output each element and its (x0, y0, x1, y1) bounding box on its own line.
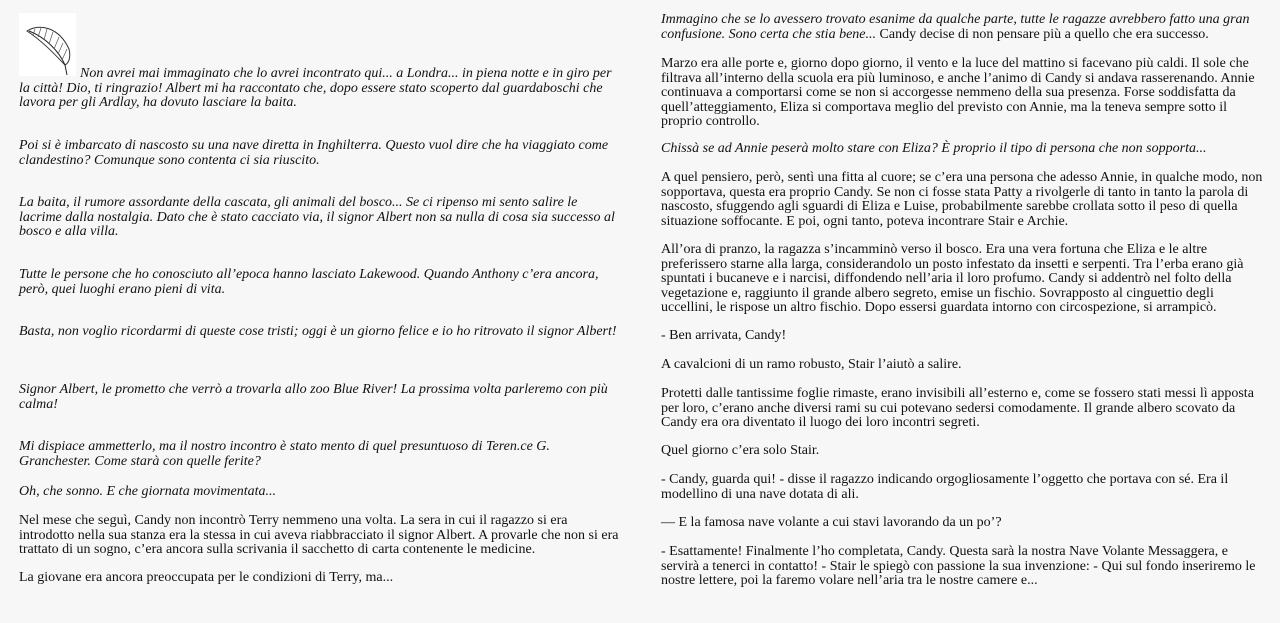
diary-paragraph: La baita, il rumore assordante della cascata, gli animali del bosco... Se ci ripenso mi sento salire le lacrime dalla nostalgia. Dato che è stato cacciato via, il signor Albert non sa nulla di cosa sia successo al bosco e alla villa. (19, 195, 615, 239)
narrative-paragraph: Nel mese che seguì, Candy non incontrò Terry nemmeno una volta. La sera in cui il ragazzo si era introdotto nella sua stanza era la stessa in cui aveva riabbracciato il signor Albert. A provarle che non si era trattato di un sogno, c’era ancora sulla scrivania il sacchetto di carta contenente le medicine. (19, 513, 619, 557)
narrative-paragraph: A quel pensiero, però, sentì una fitta al cuore; se c’era una persona che adesso Annie, in qualche modo, non sopportava, questa era proprio Candy. Se non ci fosse stata Patty a rivolgerle di tanto in tanto la parola di nascosto, sfuggendo agli sguardi di Eliza e Luise, probabilmente sarebbe crollata sotto il peso di quella situazione soffocante. E poi, ogni tanto, poteva incontrare Stair e Archie. (661, 170, 1263, 229)
narrative-paragraph: A cavalcioni di un ramo robusto, Stair l’aiutò a salire. (661, 357, 962, 372)
narrative-paragraph: Quel giorno c’era solo Stair. (661, 443, 820, 458)
diary-paragraph: Oh, che sonno. E che giornata movimentata... (19, 484, 277, 499)
dialogue-paragraph: - Candy, guarda qui! - disse il ragazzo indicando orgogliosamente l’oggetto che portava con sé. Era il modellino di una nave dotata di ali. (661, 472, 1229, 502)
diary-paragraph: Non avrei mai immaginato che lo avrei incontrato qui... a Londra... in piena notte e in giro per la città! Dio, ti ringrazio! Albert mi ha raccontato che, dopo essere stato scoperto dal guardaboschi che lavora per gli Ardlay, ha dovuto lasciare la baita. (19, 66, 612, 110)
diary-paragraph: Poi si è imbarcato di nascosto su una nave diretta in Inghilterra. Questo vuol dire che ha viaggiato come clandestino? Comunque sono contenta ci sia riuscito. (19, 138, 609, 168)
dialogue-paragraph: — E la famosa nave volante a cui stavi lavorando da un po’? (661, 515, 1002, 530)
dialogue-paragraph: - Ben arrivata, Candy! (661, 328, 787, 343)
thought-text: Immagino che se lo avessero trovato esanime da qualche parte, tutte le ragazze avrebbero fatto una gran confusione. Sono certa che stia bene... (661, 12, 1250, 42)
narrative-paragraph: Protetti dalle tantissime foglie rimaste, erano invisibili all’esterno e, come se fossero stati messi lì apposta per loro, c’erano anche diversi rami su cui potevano sedersi comodamente. Il grande albero scovato da Candy era ora diventato il luogo dei loro incontri segreti. (661, 386, 1254, 430)
narrative-paragraph (661, 13, 1263, 42)
narrative-paragraph: La giovane era ancora preoccupata per le condizioni di Terry, ma... (19, 570, 394, 585)
dialogue-paragraph: - Esattamente! Finalmente l’ho completata, Candy. Questa sarà la nostra Nave Volante Messaggera, e servirà a tenerci in contatto! - Stair le spiegò con passione la sua invenzione: - Qui sul fondo inseriremo le nostre lettere, poi la faremo volare nell’aria tra le nostre camere e... (661, 544, 1256, 588)
diary-paragraph: Tutte le persone che ho conosciuto all’epoca hanno lasciato Lakewood. Quando Anthony c’era ancora, però, quei luoghi erano pieni di vita. (19, 267, 599, 297)
diary-paragraph: Basta, non voglio ricordarmi di queste cose tristi; oggi è un giorno felice e io ho ritrovato il signor Albert! (19, 324, 617, 339)
narrative-text: Candy decise di non pensare più a quello che era successo. (876, 26, 1209, 42)
diary-paragraph: Mi dispiace ammetterlo, ma il nostro incontro è stato mento di quel presuntuoso di Teren.ce G. Granchester. Come starà con quelle ferite? (19, 439, 550, 469)
thought-paragraph: Chissà se ad Annie peserà molto stare con Eliza? È proprio il tipo di persona che non sopporta... (661, 141, 1207, 156)
diary-paragraph: Signor Albert, le prometto che verrò a trovarla allo zoo Blue River! La prossima volta parleremo con più calma! (19, 382, 608, 412)
narrative-paragraph: Marzo era alle porte e, giorno dopo giorno, il vento e la luce del mattino si facevano più caldi. Il sole che filtrava all’interno della scuola era più luminoso, e anche l’animo di Candy si andava rasserenando. Annie continuava a comportarsi come se non si accorgesse nemmeno della sua presenza. Forse soddisfatta da quell’atteggiamento, Eliza si comportava meglio del previsto con Annie, ma la teneva sempre sotto il proprio controllo. (661, 56, 1255, 129)
narrative-paragraph: All’ora di pranzo, la ragazza s’incamminò verso il bosco. Era una vera fortuna che Eliza e le altre preferissero starne alla larga, considerandolo un posto infestato da insetti e serpenti. Tra l’erba erano già spuntati i bucaneve e i narcisi, diffondendo nell’aria il loro profumo. Candy si addentrò nel folto della vegetazione e, raggiunto il grande albero segreto, emise un fischio. Sovrapposto al cinguettio degli uccellini, le rispose un altro fischio. Dopo essersi guardata intorno con circospezione, si arrampicò. (661, 242, 1244, 315)
